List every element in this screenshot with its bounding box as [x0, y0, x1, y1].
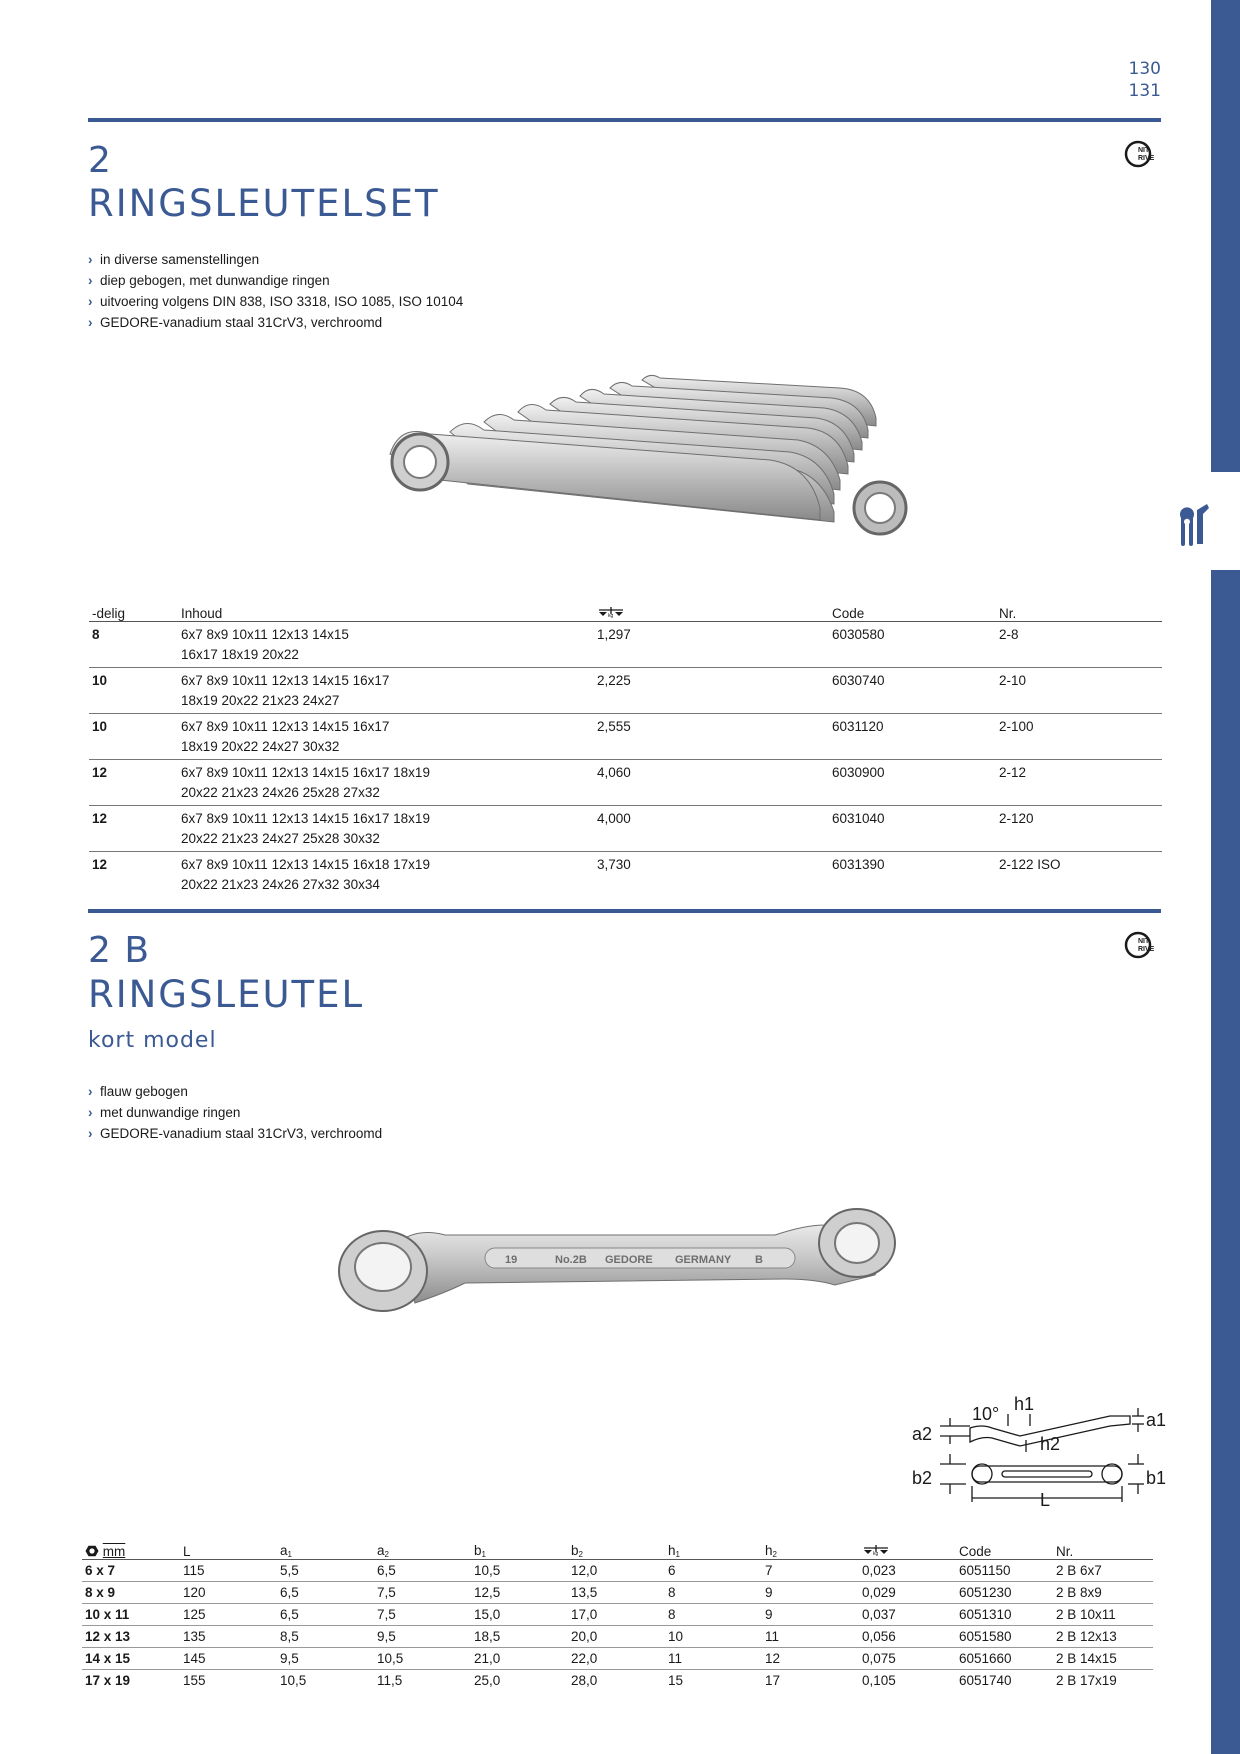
cell-delig: 10 — [89, 667, 178, 713]
table-row — [89, 805, 1162, 851]
cell-a2: 7,5 — [374, 1603, 471, 1625]
cell-code: 6051740 — [959, 1672, 1012, 1688]
col-header-a1: $a_1$ — [277, 1539, 374, 1559]
cell-b1: 25,0 — [474, 1672, 501, 1688]
cell-a2: 10,5 — [374, 1647, 471, 1669]
cell-delig: 12 — [89, 759, 178, 805]
cell-nr: 2 B 17x19 — [1056, 1672, 1117, 1688]
col-header-size: mm — [82, 1539, 180, 1559]
wrench-tab-icon[interactable] — [1175, 496, 1211, 554]
chevron-right-icon: › — [88, 273, 93, 288]
col-header-h1: $h_1$ — [665, 1539, 762, 1559]
cell-b2: 12,0 — [568, 1559, 665, 1581]
chevron-right-icon: › — [88, 315, 93, 330]
cell-h1: 6 — [665, 1559, 762, 1581]
cell-weight: 1,297 — [594, 621, 829, 667]
chevron-right-icon: › — [88, 1084, 93, 1099]
label-L: L — [1040, 1490, 1051, 1510]
cell-L: 120 — [180, 1581, 277, 1603]
section-number: 2 — [88, 140, 112, 181]
cell-b1: 10,5 — [471, 1559, 568, 1581]
svg-text:NIT: NIT — [1138, 938, 1150, 945]
cell-a2: 11,5 — [377, 1672, 403, 1688]
page-number-right: 131 — [1128, 81, 1161, 101]
cell-nr: 2-12 — [996, 759, 1162, 805]
cell-code: 6051150 — [956, 1559, 1053, 1581]
chevron-right-icon: › — [88, 1105, 93, 1120]
cell-h1: 8 — [665, 1581, 762, 1603]
cell-size: 10 x 11 — [82, 1603, 180, 1625]
label-b2: b2 — [912, 1468, 933, 1488]
chevron-right-icon: › — [88, 294, 93, 309]
feature-list — [88, 249, 463, 333]
cell-nr: 2 B 6x7 — [1053, 1559, 1153, 1581]
cell-a1: 6,5 — [277, 1603, 374, 1625]
cell-nr: 2-100 — [996, 713, 1162, 759]
cell-code: 6051580 — [956, 1625, 1053, 1647]
cell-h2: 17 — [765, 1672, 781, 1688]
list-item: › flauw gebogen — [88, 1081, 382, 1102]
cell-weight: 0,023 — [859, 1559, 956, 1581]
cell-nr: 2 B 10x11 — [1053, 1603, 1153, 1625]
cell-code: 6030740 — [829, 667, 996, 713]
table-row — [89, 759, 1162, 805]
list-item: › diep gebogen, met dunwandige ringen — [88, 270, 463, 291]
side-bar-top — [1211, 0, 1240, 472]
cell-nr: 2-8 — [996, 621, 1162, 667]
cell-a2: 6,5 — [374, 1559, 471, 1581]
wrench-photo — [335, 1205, 905, 1330]
cell-a1: 8,5 — [277, 1625, 374, 1647]
col-header-inhoud: Inhoud — [178, 601, 594, 621]
page-numbers — [1129, 58, 1161, 102]
weight-icon — [862, 1544, 890, 1556]
cell-size: 6 x 7 — [82, 1559, 180, 1581]
cell-size: 17 x 19 — [85, 1672, 131, 1688]
section-subtitle: kort model — [88, 1028, 217, 1053]
col-header-delig: -delig — [89, 601, 178, 621]
label-angle: 10° — [972, 1404, 1000, 1424]
cell-a1: 9,5 — [277, 1647, 374, 1669]
col-header-b1: $b_1$ — [471, 1539, 568, 1559]
section-title: RINGSLEUTELSET — [88, 182, 440, 225]
cell-code: 6030580 — [829, 621, 996, 667]
cell-b2: 22,0 — [568, 1647, 665, 1669]
wrench-table — [82, 1539, 1153, 1691]
cell-code: 6051310 — [956, 1603, 1053, 1625]
cell-h2: 11 — [762, 1625, 859, 1647]
col-header-h2: $h_2$ — [762, 1539, 859, 1559]
list-item: › met dunwandige ringen — [88, 1102, 382, 1123]
cell-weight: 2,225 — [594, 667, 829, 713]
cell-weight: 2,555 — [594, 713, 829, 759]
section-number: 2 B — [88, 930, 151, 971]
cell-weight: 0,056 — [859, 1625, 956, 1647]
cell-nr: 2 B 14x15 — [1053, 1647, 1153, 1669]
cell-code: 6051230 — [956, 1581, 1053, 1603]
cell-h1: 15 — [668, 1672, 684, 1688]
table-row — [89, 713, 1162, 759]
list-item: › uitvoering volgens DIN 838, ISO 3318, ISO 1085, ISO 10104 — [88, 291, 463, 312]
cell-b1: 15,0 — [471, 1603, 568, 1625]
cell-L: 125 — [180, 1603, 277, 1625]
wrench-size-text: 19 — [505, 1254, 518, 1266]
table-row — [89, 621, 1162, 667]
cell-a1: 10,5 — [280, 1672, 307, 1688]
label-b1: b1 — [1146, 1468, 1167, 1488]
cell-weight: 0,075 — [859, 1647, 956, 1669]
col-header-code: Code — [829, 601, 996, 621]
table-row — [82, 1647, 1153, 1669]
dimension-diagram — [910, 1374, 1170, 1514]
col-header-weight — [859, 1539, 956, 1559]
cell-nr: 2-122 ISO — [999, 856, 1061, 872]
table-header-row — [82, 1539, 1153, 1559]
label-a2: a2 — [912, 1424, 933, 1444]
cell-L: 115 — [180, 1559, 277, 1581]
wrench-set-photo — [380, 370, 940, 540]
section-rule — [88, 118, 1161, 122]
cell-b2: 13,5 — [568, 1581, 665, 1603]
feature-list — [88, 1081, 382, 1144]
wrench-model-text: No.2B — [555, 1254, 587, 1266]
cell-b1: 18,5 — [471, 1625, 568, 1647]
cell-weight: 4,060 — [594, 759, 829, 805]
col-header-L: L — [180, 1539, 277, 1559]
svg-text:NIT: NIT — [1138, 147, 1150, 154]
table-row — [89, 667, 1162, 713]
table-row — [82, 1581, 1153, 1603]
svg-text:RIVE: RIVE — [1138, 946, 1155, 953]
side-bar-bottom — [1211, 570, 1240, 1754]
table-row — [82, 1669, 1153, 1691]
cell-h1: 8 — [665, 1603, 762, 1625]
section-title: RINGSLEUTEL — [88, 973, 365, 1016]
cell-weight: 4,000 — [594, 805, 829, 851]
label-h2: h2 — [1040, 1434, 1061, 1454]
cell-size: 12 x 13 — [82, 1625, 180, 1647]
svg-text:kg: kg — [873, 1550, 879, 1556]
cell-nr: 2 B 12x13 — [1053, 1625, 1153, 1647]
cell-b2: 28,0 — [571, 1672, 598, 1688]
hex-nut-icon — [85, 1545, 99, 1557]
table-header-row — [89, 601, 1162, 621]
cell-h2: 12 — [762, 1647, 859, 1669]
cell-b2: 20,0 — [568, 1625, 665, 1647]
cell-delig: 12 — [89, 805, 178, 851]
cell-nr: 2 B 8x9 — [1053, 1581, 1153, 1603]
cell-inhoud: 6x7 8x9 10x11 12x13 14x15 16x17 18x19 20x22 — [178, 621, 594, 667]
svg-text:RIVE: RIVE — [1138, 155, 1155, 162]
cell-L: 155 — [183, 1672, 206, 1688]
cell-code: 6031120 — [829, 713, 996, 759]
col-header-nr: Nr. — [996, 601, 1162, 621]
table-row — [82, 1603, 1153, 1625]
cell-delig: 12 — [92, 856, 108, 872]
cell-h1: 10 — [665, 1625, 762, 1647]
cell-code: 6031390 — [832, 856, 885, 872]
list-item: › GEDORE-vanadium staal 31CrV3, verchroomd — [88, 312, 463, 333]
label-h1: h1 — [1014, 1394, 1035, 1414]
cell-h2: 7 — [762, 1559, 859, 1581]
cell-inhoud: 6x7 8x9 10x11 12x13 14x15 16x17 18x19 20x22 21x23 24x27 — [178, 667, 594, 713]
cell-code: 6051660 — [956, 1647, 1053, 1669]
weight-icon — [597, 606, 625, 618]
table-row — [82, 1625, 1153, 1647]
unit-drive-icon — [1124, 931, 1162, 961]
cell-a2: 7,5 — [374, 1581, 471, 1603]
section-rule — [88, 909, 1161, 913]
cell-a1: 6,5 — [277, 1581, 374, 1603]
list-item: › in diverse samenstellingen — [88, 249, 463, 270]
cell-code: 6031040 — [829, 805, 996, 851]
cell-nr: 2-10 — [996, 667, 1162, 713]
label-a1: a1 — [1146, 1410, 1167, 1430]
chevron-right-icon: › — [88, 1126, 93, 1141]
page-number-left: 130 — [1128, 59, 1161, 79]
cell-delig: 8 — [89, 621, 178, 667]
table-row — [82, 1559, 1153, 1581]
svg-text:kg: kg — [608, 612, 614, 618]
cell-nr: 2-120 — [996, 805, 1162, 851]
cell-inhoud: 6x7 8x9 10x11 12x13 14x15 16x17 18x19 20x22 24x27 30x32 — [178, 713, 594, 759]
cell-b1: 12,5 — [471, 1581, 568, 1603]
cell-h2: 9 — [762, 1581, 859, 1603]
wrench-set-table — [89, 601, 1162, 897]
cell-h1: 11 — [665, 1647, 762, 1669]
cell-weight: 0,029 — [859, 1581, 956, 1603]
cell-delig: 10 — [89, 713, 178, 759]
cell-inhoud: 6x7 8x9 10x11 12x13 14x15 16x18 17x19 20x22 21x23 24x26 27x32 30x34 — [181, 856, 430, 892]
wrench-origin-text: GERMANY — [675, 1254, 732, 1266]
cell-size: 8 x 9 — [82, 1581, 180, 1603]
cell-code: 6030900 — [829, 759, 996, 805]
cell-L: 135 — [180, 1625, 277, 1647]
cell-inhoud: 6x7 8x9 10x11 12x13 14x15 16x17 18x19 20x22 21x23 24x26 25x28 27x32 — [178, 759, 594, 805]
col-header-weight — [594, 601, 829, 621]
table-row — [89, 851, 1162, 897]
cell-weight: 0,105 — [862, 1672, 896, 1688]
cell-a2: 9,5 — [374, 1625, 471, 1647]
col-header-b2: $b_2$ — [568, 1539, 665, 1559]
cell-h2: 9 — [762, 1603, 859, 1625]
col-header-nr: Nr. — [1053, 1539, 1153, 1559]
cell-b1: 21,0 — [471, 1647, 568, 1669]
cell-a1: 5,5 — [277, 1559, 374, 1581]
col-header-a2: $a_2$ — [374, 1539, 471, 1559]
unit-drive-icon — [1124, 140, 1162, 170]
cell-size: 14 x 15 — [82, 1647, 180, 1669]
list-item: › GEDORE-vanadium staal 31CrV3, verchroomd — [88, 1123, 382, 1144]
col-header-code: Code — [956, 1539, 1053, 1559]
cell-L: 145 — [180, 1647, 277, 1669]
cell-weight: 0,037 — [859, 1603, 956, 1625]
wrench-mark-text: B — [755, 1254, 763, 1266]
cell-inhoud: 6x7 8x9 10x11 12x13 14x15 16x17 18x19 20x22 21x23 24x27 25x28 30x32 — [178, 805, 594, 851]
cell-b2: 17,0 — [568, 1603, 665, 1625]
chevron-right-icon: › — [88, 252, 93, 267]
cell-weight: 3,730 — [597, 856, 631, 872]
wrench-brand-text: GEDORE — [605, 1254, 653, 1266]
